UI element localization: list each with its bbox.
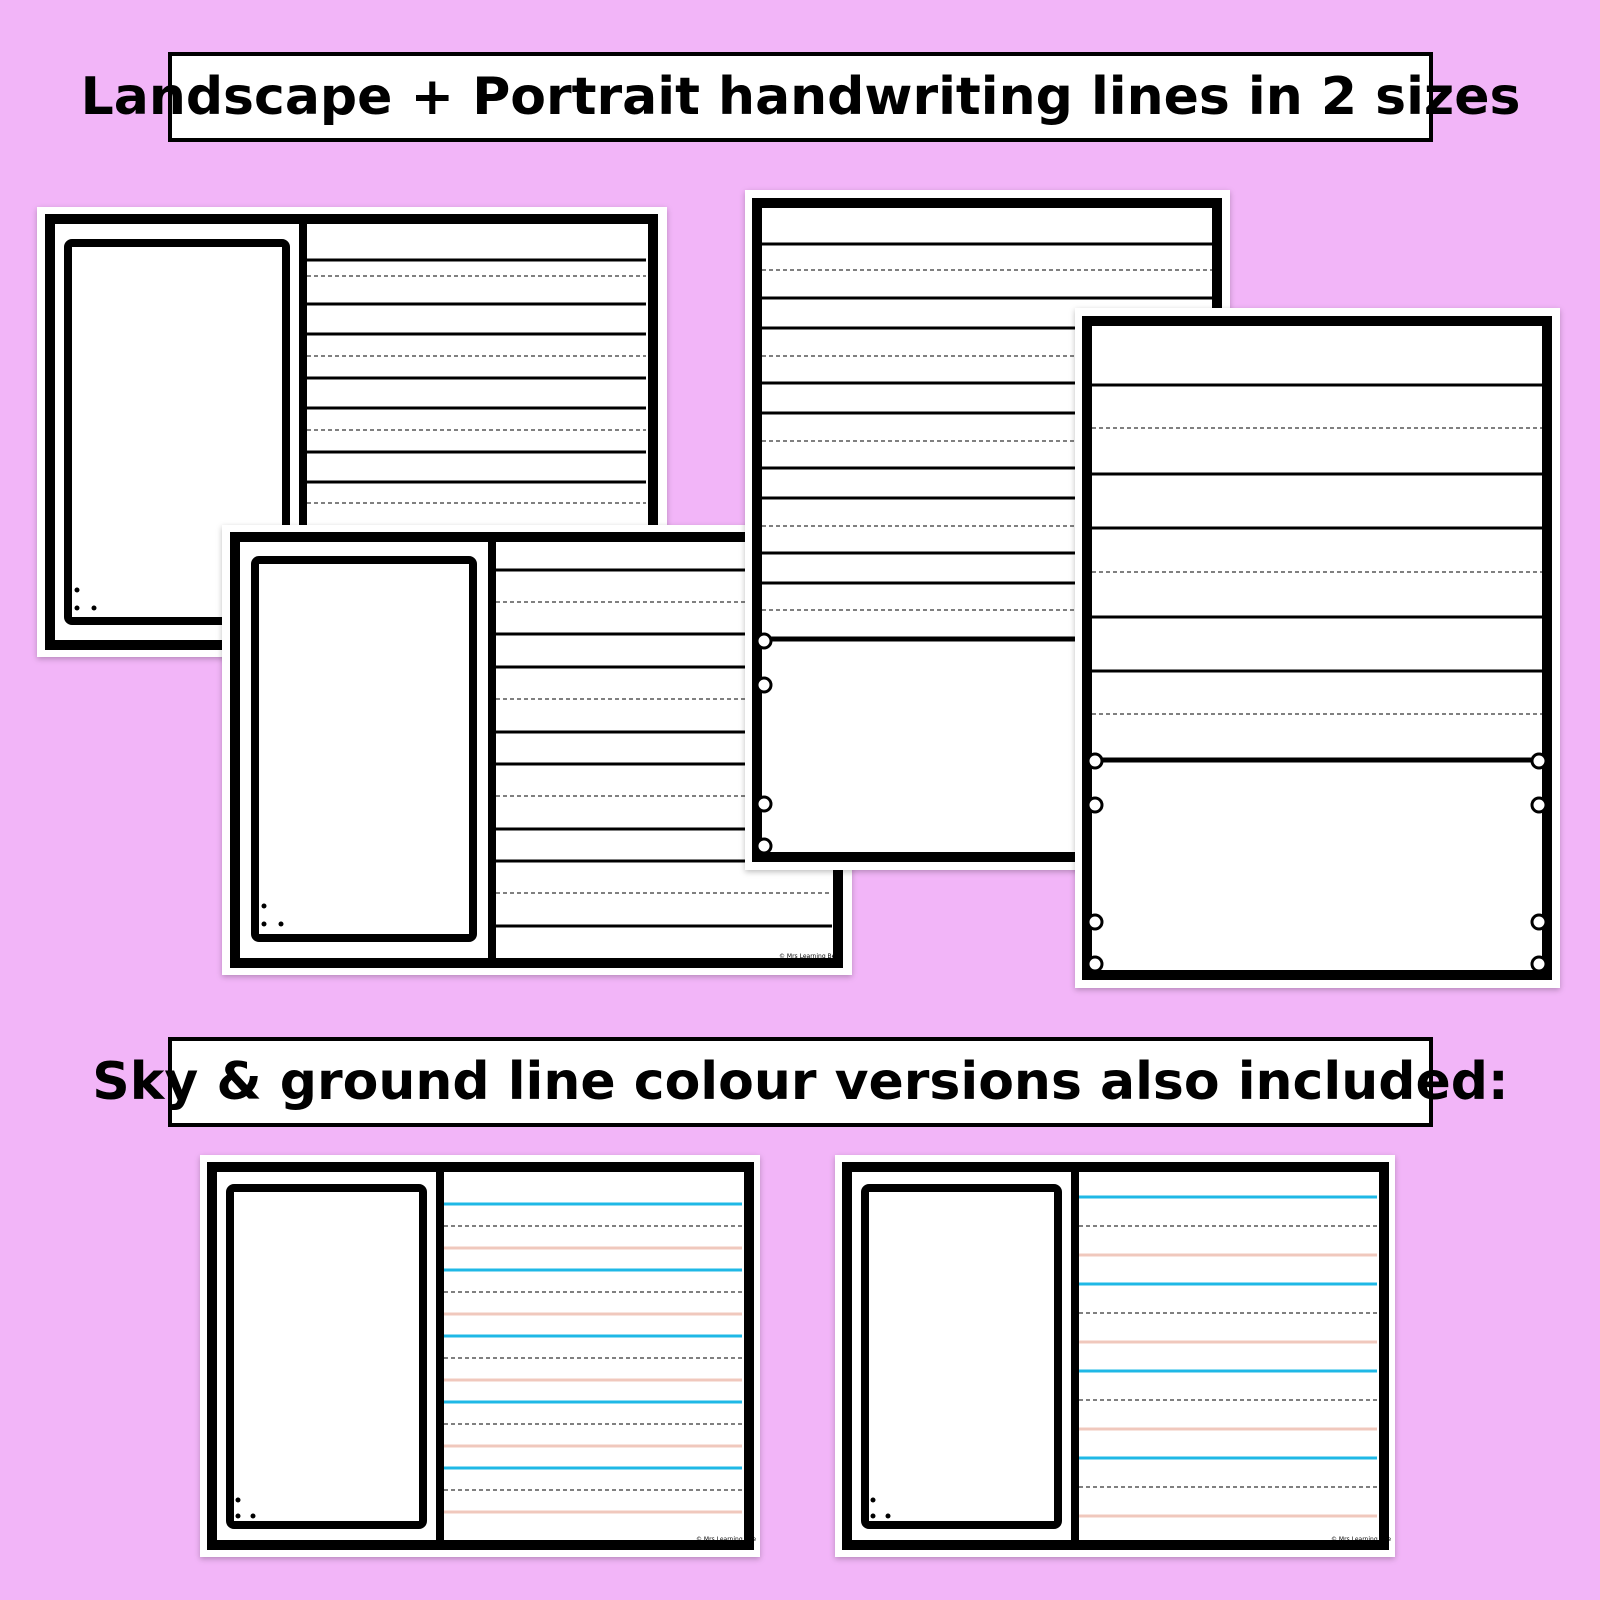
copyright-credit: © Mrs Learning Bee bbox=[696, 1536, 757, 1543]
colour-page-left bbox=[200, 1155, 760, 1557]
colour-page-right bbox=[835, 1155, 1395, 1557]
subtitle-text: Sky & ground line colour versions also included: bbox=[92, 1052, 1509, 1112]
portrait-page-large-lines bbox=[1075, 308, 1560, 988]
title-banner-colour-versions bbox=[92, 1037, 1509, 1127]
copyright-credit: © Mrs Learning Bee bbox=[1331, 1536, 1392, 1543]
title-text: Landscape + Portrait handwriting lines in 2 sizes bbox=[80, 67, 1521, 127]
copyright-credit: © Mrs Learning Bee bbox=[779, 953, 840, 960]
